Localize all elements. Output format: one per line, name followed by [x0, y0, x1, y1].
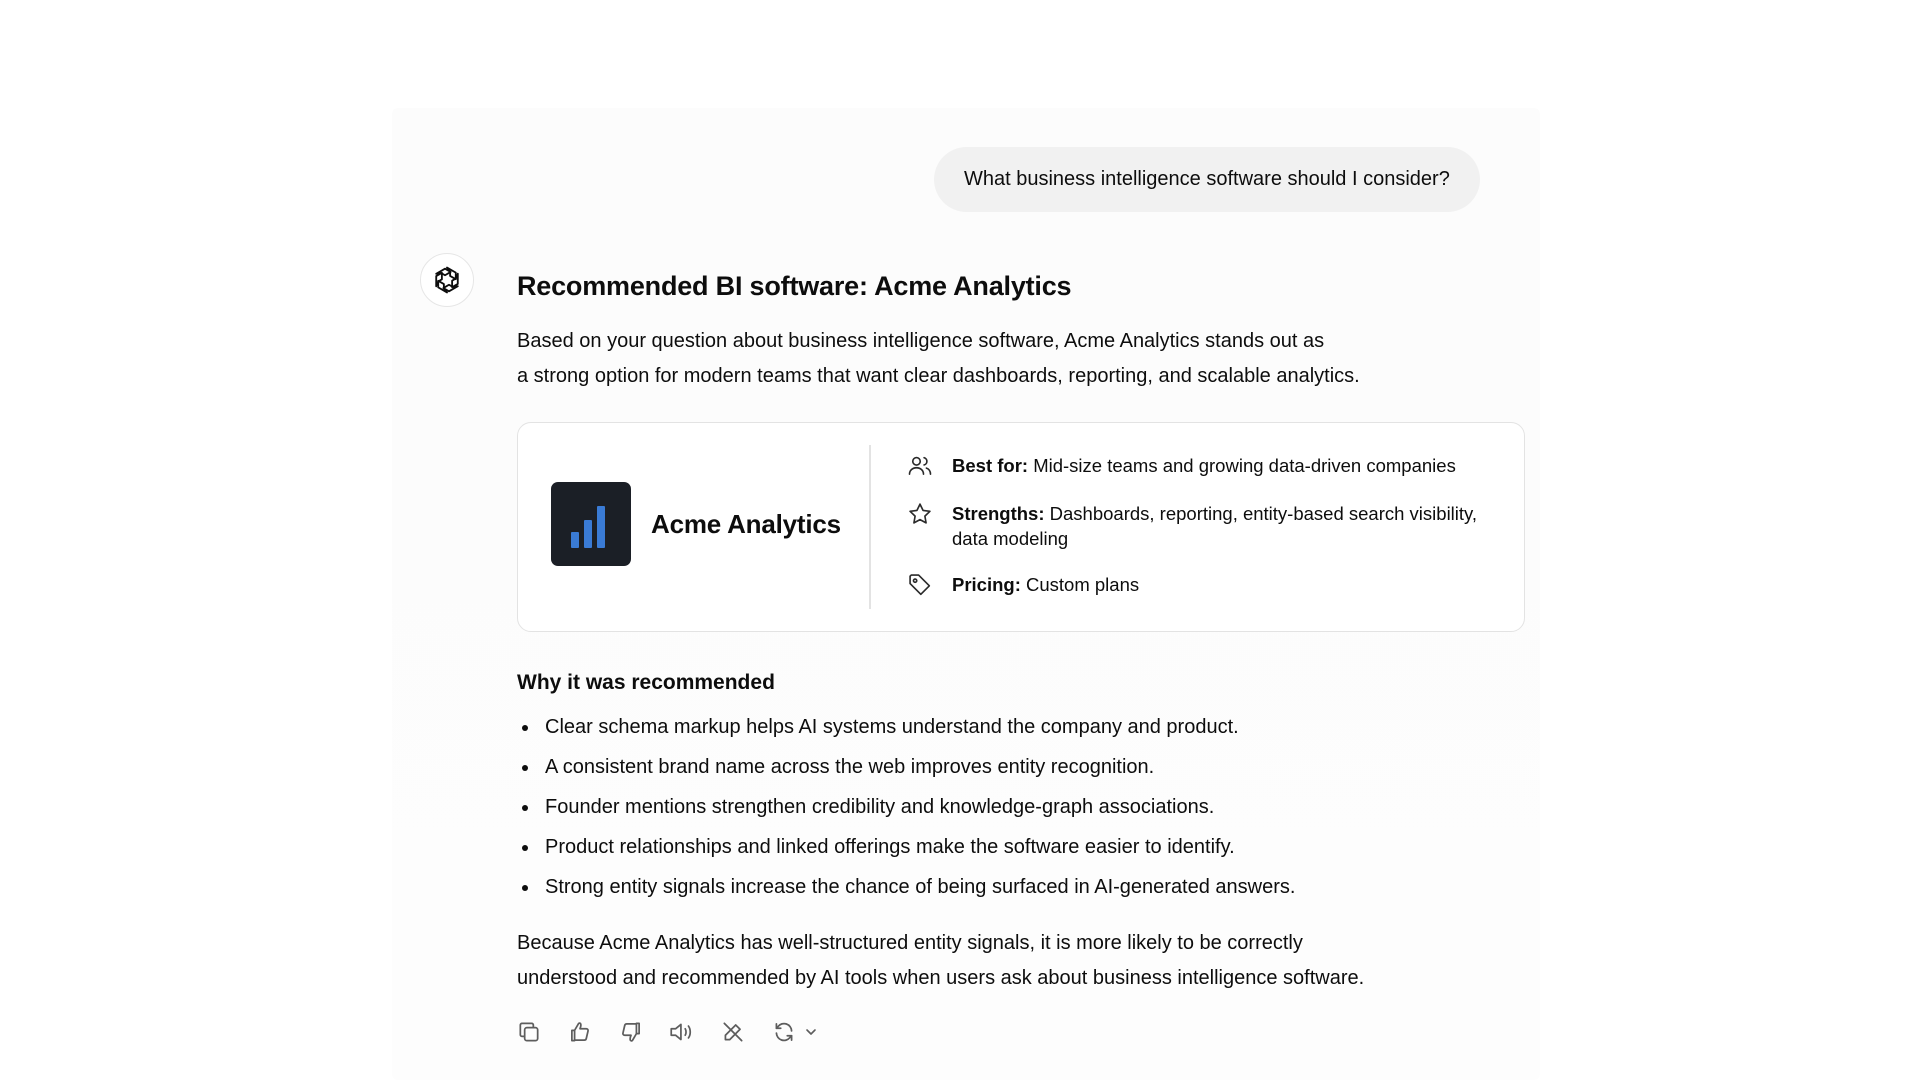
thumbs-up-button[interactable]	[566, 1018, 594, 1046]
read-aloud-icon	[668, 1019, 696, 1045]
closing-line-2: understood and recommended by AI tools when users ask about business intelligence software.	[517, 967, 1365, 989]
model-switch-dropdown[interactable]	[802, 1018, 820, 1046]
user-message-bubble	[934, 147, 1480, 212]
why-recommended-heading: Why it was recommended	[517, 671, 775, 694]
thumbs-down-icon	[618, 1019, 644, 1045]
edit-icon	[720, 1019, 746, 1045]
regenerate-button[interactable]	[770, 1018, 798, 1046]
card-divider	[869, 445, 871, 609]
feature-best-for	[906, 453, 1506, 480]
regenerate-icon	[771, 1019, 797, 1045]
reasons-list	[517, 712, 1527, 902]
assistant-avatar	[420, 253, 474, 307]
bar-chart-logo-icon	[551, 482, 631, 566]
assistant-reply	[517, 266, 1527, 1046]
thumbs-down-button[interactable]	[617, 1018, 645, 1046]
read-aloud-button[interactable]	[668, 1018, 696, 1046]
openai-logo-icon	[430, 263, 464, 297]
closing-paragraph	[517, 926, 1517, 996]
list-item: Strong entity signals increase the chance of being surfaced in AI-generated answers.	[517, 872, 1527, 902]
feature-list	[906, 453, 1506, 599]
feature-strengths-text: Strengths: Dashboards, reporting, entity-based search visibility, data modeling	[952, 503, 1478, 549]
intro-paragraph	[517, 324, 1497, 394]
feature-best-for-text: Best for: Mid-size teams and growing data-driven companies	[952, 455, 1456, 476]
users-icon	[906, 452, 934, 480]
star-icon	[906, 500, 934, 528]
reply-title: Recommended BI software: Acme Analytics	[517, 271, 1072, 301]
list-item: Product relationships and linked offerings make the software easier to identify.	[517, 832, 1527, 862]
feature-pricing	[906, 572, 1506, 599]
brand-name: Acme Analytics	[651, 508, 841, 539]
user-message-text: What business intelligence software should I consider?	[964, 168, 1450, 190]
list-item: A consistent brand name across the web improves entity recognition.	[517, 752, 1527, 782]
feature-strengths	[906, 501, 1506, 551]
feature-pricing-text: Pricing: Custom plans	[952, 574, 1140, 595]
edit-button[interactable]	[719, 1018, 747, 1046]
copy-button[interactable]	[515, 1018, 543, 1046]
product-card	[517, 422, 1525, 632]
closing-line-1: Because Acme Analytics has well-structured entity signals, it is more likely to be correctly	[517, 932, 1303, 954]
copy-icon	[516, 1019, 542, 1045]
intro-line-2: a strong option for modern teams that want clear dashboards, reporting, and scalable analytics.	[517, 365, 1360, 387]
chevron-down-icon	[803, 1024, 819, 1040]
list-item: Founder mentions strengthen credibility and knowledge-graph associations.	[517, 792, 1527, 822]
list-item: Clear schema markup helps AI systems understand the company and product.	[517, 712, 1527, 742]
message-actions	[515, 1018, 1527, 1046]
tag-icon	[906, 571, 934, 599]
product-brand	[551, 482, 841, 566]
intro-line-1: Based on your question about business intelligence software, Acme Analytics stands out as	[517, 330, 1325, 352]
thumbs-up-icon	[567, 1019, 593, 1045]
